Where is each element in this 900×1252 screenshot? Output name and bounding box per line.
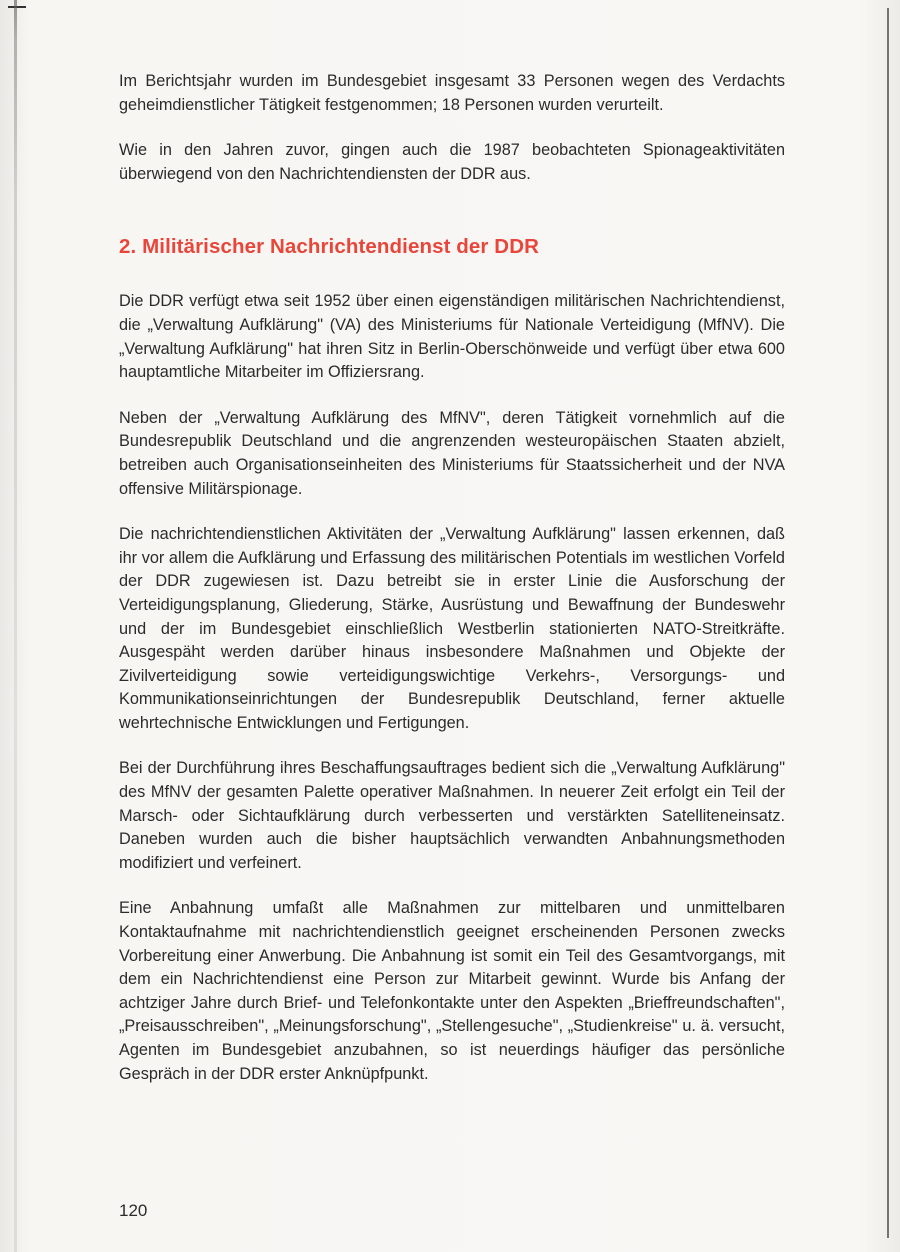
paragraph-other-units: Neben der „Verwaltung Aufklärung des MfNV", deren Tätigkeit vornehmlich auf die Bundesrepublik Deutschland und die angrenzenden westeuropäischen Staaten abzielt, betreiben auch Organisationseinheiten des Ministeriums für Staatssicherheit und der NVA offensive Militärspionage. bbox=[119, 408, 785, 498]
page-corner-mark bbox=[8, 6, 26, 8]
paragraph-recruitment: Eine Anbahnung umfaßt alle Maßnahmen zur mittelbaren und unmittelbaren Kontaktaufnahme mit nachrichtendienstlich geeignet erscheinenden Personen zwecks Vorbereitung einer Anwerbung. Die Anbahnung ist somit ein Teil des Gesamtvorgangs, mit dem ein Nachrichtendienst eine Person zur Mitarbeit gewinnt. Wurde bis Anfang der achtziger Jahre durch Brief- und Telefonkontakte unter den Aspekten „Brieffreundschaften", „Preisausschreiben", „Meinungsforschung", „Stellengesuche", „Studienkreise" u. ä. versucht, Agenten im Bundesgebiet anzubahnen, so ist neuerdings häufiger das persönliche Gespräch in der DDR erster Anknüpfpunkt. bbox=[119, 899, 785, 1083]
paragraph-procurement: Bei der Durchführung ihres Beschaffungsauftrages bedient sich die „Verwaltung Aufklärung" des MfNV der gesamten Palette operativer Maßnahmen. In neuerer Zeit erfolgt ein Teil der Marsch- oder Sichtaufklärung durch verbesserten und verstärkten Satelliteneinsatz. Daneben wurden auch die bisher hauptsächlich verwandten Anbahnungsmethoden modifiziert und verfeinert. bbox=[119, 759, 785, 872]
section-heading: 2. Militärischer Nachrichtendienst der DDR bbox=[119, 235, 540, 259]
page-right-edge bbox=[887, 8, 889, 1238]
paragraph-activities: Die nachrichtendienstlichen Aktivitäten der „Verwaltung Aufklärung" lassen erkennen, daß ihr vor allem die Aufklärung und Erfassung des militärischen Potentials im westlichen Vorfeld der DDR zugewiesen ist. Dazu betreibt sie in erster Linie die Ausforschung der Verteidigungsplanung, Gliederung, Stärke, Ausrüstung und Bewaffnung der Bundeswehr und der im Bundesgebiet einschließlich Westberlin stationierten NATO-Streitkräfte. Ausgespäht werden darüber hinaus insbesondere Maßnahmen und Objekte der Zivilverteidigung sowie verteidigungswichtige Verkehrs-, Versorgungs- und Kommunikationseinrichtungen der Bundesrepublik Deutschland, ferner aktuelle wehrtechnische Entwicklungen und Fertigungen. bbox=[119, 525, 785, 732]
paragraph-va-overview: Die DDR verfügt etwa seit 1952 über einen eigenständigen militärischen Nachrichtendienst, die „Verwaltung Aufklärung" (VA) des Ministeriums für Nationale Verteidigung (MfNV). Die „Verwaltung Aufklärung" hat ihren Sitz in Berlin-Oberschönweide und verfügt über etwa 600 hauptamtliche Mitarbeiter im Offiziersrang. bbox=[119, 292, 785, 382]
page-body bbox=[119, 70, 785, 1086]
paragraph-arrests: Im Berichtsjahr wurden im Bundesgebiet insgesamt 33 Personen wegen des Verdachts geheimdienstlicher Tätigkeit festgenommen; 18 Personen wurden verurteilt. bbox=[119, 72, 785, 114]
paragraph-espionage-origin: Wie in den Jahren zuvor, gingen auch die 1987 beobachteten Spionageaktivitäten überwiegend von den Nachrichtendiensten der DDR aus. bbox=[119, 141, 785, 183]
page-left-edge bbox=[14, 0, 17, 1252]
page-number: 120 bbox=[119, 1201, 148, 1220]
